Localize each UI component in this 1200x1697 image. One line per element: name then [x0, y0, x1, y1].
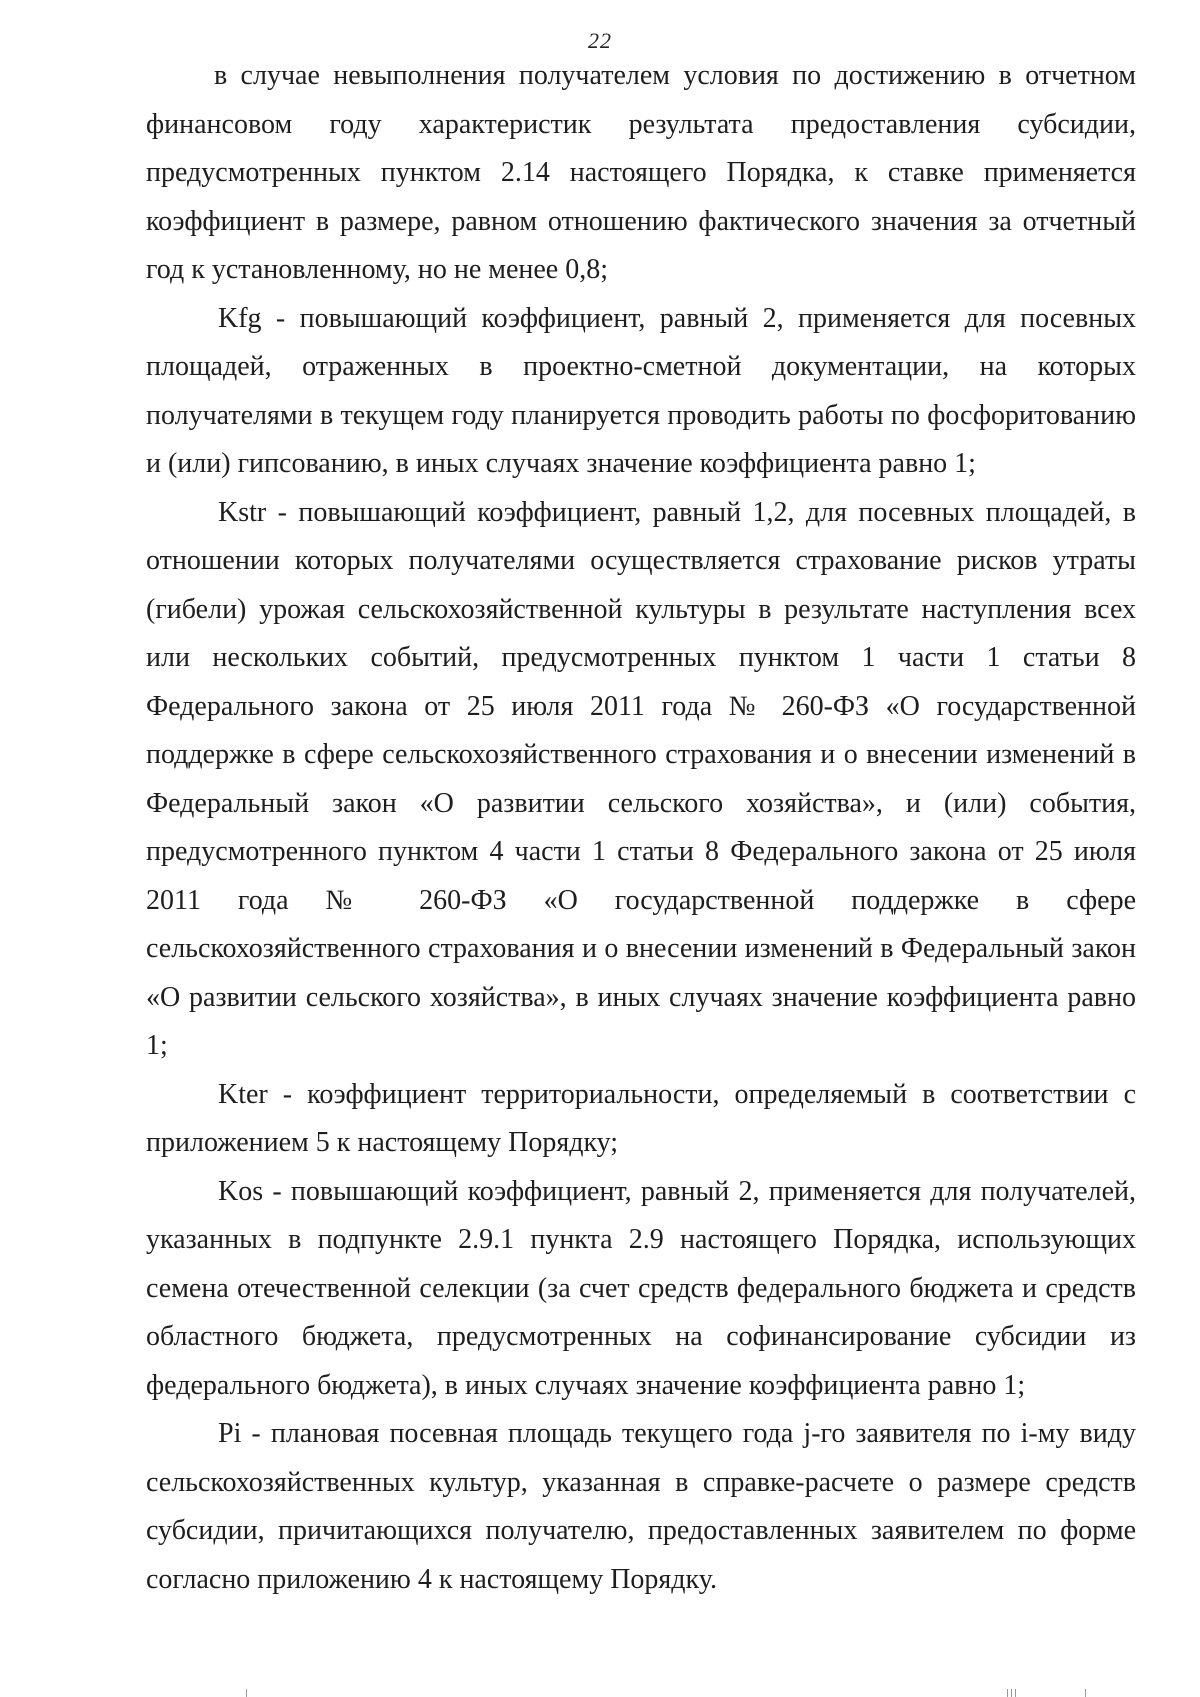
- paragraph-kter: Kter - коэффициент территориальности, определяемый в соответствии с приложением 5 к настоящему Порядку;: [146, 1078, 1136, 1158]
- scan-mark: [1011, 1689, 1012, 1697]
- scan-edge-marks: [0, 1684, 1200, 1697]
- paragraph-kstr: Kstr - повышающий коэффициент, равный 1,2, для посевных площадей, в отношении которых получателями осуществляется страхование рисков утраты (гибели) урожая сельскохозяйственной культуры в результате наступления всех или нескольких событий, предусмотренных пунктом 1 части 1 статьи 8 Федерального закона от 25 июля 2011 года № 260-ФЗ «О государственной поддержке в сфере сельскохозяйственного страхования и о внесении изменений в Федеральный закон «О развитии сельского хозяйства», и (или) события, предусмотренного пунктом 4 части 1 статьи 8 Федерального закона от 25 июля 2011 года № 260-ФЗ «О государственной поддержке в сфере сельскохозяйственного страхования и о внесении изменений в Федеральный закон «О развитии сельского хозяйства», в иных случаях значение коэффициента равно 1;: [146, 496, 1136, 1061]
- scan-mark: [1007, 1689, 1008, 1697]
- scan-mark: [246, 1689, 247, 1697]
- page-number: 22: [588, 28, 612, 53]
- paragraph-kos: Kos - повышающий коэффициент, равный 2, применяется для получателей, указанных в подпункте 2.9.1 пункта 2.9 настоящего Порядка, использующих семена отечественной селекции (за счет средств федерального бюджета и средств областного бюджета, предусмотренных на софинансирование субсидии из федерального бюджета), в иных случаях значение коэффициента равно 1;: [146, 1175, 1136, 1401]
- scan-mark: [1085, 1689, 1086, 1697]
- scan-mark: [1015, 1689, 1016, 1697]
- paragraph-pi: Pi - плановая посевная площадь текущего года j-го заявителя по i-му виду сельскохозяйственных культур, указанная в справке-расчете о размере средств субсидии, причитающихся получателю, предоставленных заявителем по форме согласно приложению 4 к настоящему Порядку.: [146, 1418, 1136, 1595]
- paragraph-kfg: Kfg - повышающий коэффициент, равный 2, применяется для посевных площадей, отраженных в проектно-сметной документации, на которых получателями в текущем году планируется проводить работы по фосфоритованию и (или) гипсованию, в иных случаях значение коэффициента равно 1;: [146, 302, 1136, 479]
- paragraph-condition-coefficient: в случае невыполнения получателем условия по достижению в отчетном финансовом году характеристик результата предоставления субсидии, предусмотренных пунктом 2.14 настоящего Порядка, к ставке применяется коэффициент в размере, равном отношению фактического значения за отчетный год к установленному, но не менее 0,8;: [146, 60, 1136, 285]
- document-body: [146, 52, 1136, 1604]
